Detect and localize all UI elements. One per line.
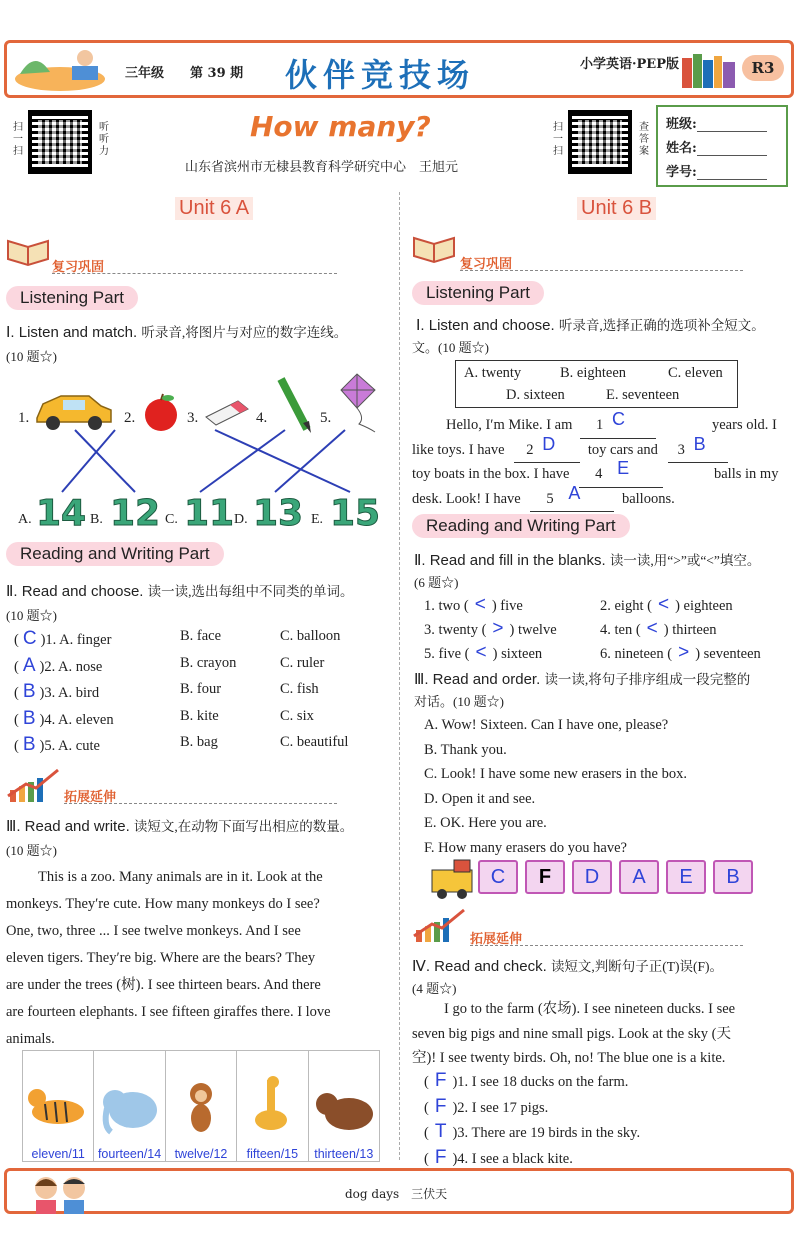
number-13: 13: [253, 493, 304, 534]
column-divider: [399, 192, 400, 1160]
qr-right-label: 扫一扫: [553, 122, 563, 157]
left-q3-passage: This is a zoo. Many animals are in it. Look at the monkeys. They′re cute. How many monkeys do I see? One, two, three ... I see twelve monkeys. And I see eleven tigers. They′re big. Where are the bears? They are under the trees (树). I see thirteen bears. And there are fourteen elephants. I see fifteen giraffes there. I love animals.: [6, 869, 331, 1047]
growth-chart-icon: [6, 768, 62, 804]
right-q3-count: 对话。(10 题☆): [414, 694, 504, 709]
bear-icon: [311, 1074, 377, 1144]
list-item: A. Wow! Sixteen. Can I have one, please?: [424, 717, 669, 733]
giraffe-icon: [239, 1074, 305, 1144]
left-q2-title: Ⅱ. Read and choose. 读一读,选出每组中不同类的单词。: [6, 583, 354, 600]
match-lines: [0, 420, 400, 495]
right-review-rule: [460, 270, 743, 271]
right-extend-tag: 拓展延伸: [470, 932, 523, 947]
right-listening-pill: Listening Part: [412, 281, 544, 305]
issue-label: 第 39 期: [190, 66, 244, 81]
right-q4-list: [424, 1069, 640, 1171]
list-item: ( C )1. A. finger B. face C. balloon: [14, 628, 341, 649]
train-car-6[interactable]: B: [713, 860, 753, 894]
train-car-4[interactable]: A: [619, 860, 659, 894]
left-q3-count: (10 题☆): [6, 843, 57, 858]
qr-code-answers[interactable]: [568, 110, 632, 174]
train-car-2[interactable]: F: [525, 860, 565, 894]
reading-kids-illustration: [10, 44, 115, 94]
left-q2-count: (10 题☆): [6, 608, 57, 623]
class-label: 班级:: [666, 117, 697, 132]
left-q1-title: Ⅰ. Listen and match. 听录音,将图片与对应的数字连线。: [6, 324, 348, 341]
num-label-c: C.: [165, 512, 178, 527]
list-item: 1. two ( < ) five: [424, 594, 523, 615]
left-extend-tag: 拓展延伸: [64, 790, 117, 805]
answer-giraffe[interactable]: fifteen/15: [246, 1147, 299, 1161]
list-item: 3. twenty ( > ) twelve: [424, 618, 557, 639]
train-car-3[interactable]: D: [572, 860, 612, 894]
option-box: A. twenty B. eighteen C. eleven D. sixteen E. seventeen: [455, 360, 738, 408]
bear-cell: [308, 1051, 379, 1162]
list-item: ( B )4. A. eleven B. kite C. six: [14, 707, 314, 729]
monkey-cell: [165, 1051, 236, 1162]
num-label-b: B.: [90, 512, 103, 527]
left-review-rule: [52, 273, 337, 274]
number-14: 14: [36, 493, 87, 534]
right-q2-count: (6 题☆): [414, 575, 459, 590]
right-q2-grid: [424, 594, 794, 666]
right-rw-pill: Reading and Writing Part: [412, 514, 630, 538]
id-label: 学号:: [666, 165, 697, 180]
left-extend-rule: [64, 803, 337, 804]
left-unit-title: Unit 6 A: [175, 197, 253, 220]
qr-left-label: 扫一扫: [13, 122, 23, 157]
grade-label: 三年级: [125, 66, 165, 81]
answer-tiger[interactable]: eleven/11: [31, 1147, 85, 1161]
book-icon: [6, 235, 50, 269]
qr-left-side-label: 听听力: [99, 122, 109, 157]
edition-badge: R3: [742, 55, 784, 81]
growth-chart-icon: [412, 908, 468, 944]
left-rw-pill: Reading and Writing Part: [6, 542, 224, 566]
pic-label-4: 4.: [256, 410, 268, 426]
right-q1-count: 文。(10 题☆): [412, 340, 489, 355]
right-q1-passage: Hello, I′m Mike. I am 1 C years old. I like toys. I have 2 D toy cars and 3 B toy boats in the box. I have 4 E balls in my desk. Look! I have 5 A balloons.: [412, 413, 794, 511]
list-item: 4. ten ( < ) thirteen: [600, 618, 717, 639]
right-q4-count: (4 题☆): [412, 981, 457, 996]
list-item: F. How many erasers do you have?: [424, 839, 627, 856]
right-extend-rule: [470, 945, 743, 946]
name-field[interactable]: [697, 142, 767, 156]
right-q3-sentences: [424, 713, 687, 860]
number-12: 12: [110, 493, 161, 534]
giraffe-cell: [237, 1051, 308, 1162]
list-item: 2. eight ( < ) eighteen: [600, 594, 733, 615]
train-engine-icon: [428, 856, 478, 900]
right-unit-title: Unit 6 B: [577, 197, 656, 220]
list-item: B. Thank you.: [424, 741, 507, 758]
id-field[interactable]: [697, 166, 767, 180]
tiger-icon: [25, 1074, 91, 1144]
right-review-tag: 复习巩固: [460, 257, 513, 272]
right-q4-title: Ⅳ. Read and check. 读短文,判断句子正(T)误(F)。: [412, 958, 724, 975]
elephant-cell: [94, 1051, 165, 1162]
left-listening-pill: Listening Part: [6, 286, 138, 310]
list-item: ( T )3. There are 19 birds in the sky.: [424, 1121, 641, 1142]
left-q3-title: Ⅲ. Read and write. 读短文,在动物下面写出相应的数量。: [6, 818, 354, 835]
monkey-icon: [168, 1074, 234, 1144]
list-item: ( A )2. A. nose B. crayon C. ruler: [14, 654, 325, 676]
right-q1-title: Ⅰ. Listen and choose. 听录音,选择正确的选项补全短文。: [416, 317, 765, 334]
answer-elephant[interactable]: fourteen/14: [97, 1147, 162, 1161]
number-11: 11: [184, 493, 235, 534]
class-field[interactable]: [697, 118, 767, 132]
qr-code-listening[interactable]: [28, 110, 92, 174]
num-label-a: A.: [18, 512, 32, 527]
left-review-tag: 复习巩固: [52, 260, 105, 275]
book-icon: [412, 232, 456, 266]
books-icon: [680, 50, 740, 92]
train-car-1[interactable]: C: [478, 860, 518, 894]
list-item: 5. five ( < ) sixteen: [424, 642, 543, 663]
answer-monkey[interactable]: twelve/12: [174, 1147, 228, 1161]
list-item: ( F )4. I see a black kite.: [424, 1146, 573, 1168]
right-q4-passage: I go to the farm (农场). I see nineteen ducks. I see seven big pigs and nine small pigs. Look at the sky (天 空)! I see twenty birds. Oh, no! The blue one is a kite.: [412, 1001, 736, 1066]
list-item: ( F )2. I see 17 pigs.: [424, 1095, 549, 1117]
tiger-cell: [23, 1051, 94, 1162]
page-title: How many?: [250, 110, 431, 143]
qr-right-side-label: 查答案: [639, 122, 649, 157]
left-q1-count: (10 题☆): [6, 349, 57, 364]
right-q3-title: Ⅲ. Read and order. 读一读,将句子排序组成一段完整的: [414, 671, 751, 688]
list-item: C. Look! I have some new erasers in the box.: [424, 766, 687, 782]
pic-label-1: 1.: [18, 410, 30, 426]
pic-label-2: 2.: [124, 410, 136, 426]
animal-answer-table: [22, 1050, 380, 1162]
list-item: ( F )1. I see 18 ducks on the farm.: [424, 1070, 629, 1091]
name-label: 姓名:: [666, 141, 697, 156]
right-q2-title: Ⅱ. Read and fill in the blanks. 读一读,用“>”或“<”填空。: [414, 552, 761, 569]
pic-label-5: 5.: [320, 410, 332, 426]
footer-caption: dog days 三伏天: [345, 1187, 448, 1201]
list-item: D. Open it and see.: [424, 790, 536, 807]
list-item: ( B )5. A. cute B. bag C. beautiful: [14, 734, 349, 755]
num-label-e: E.: [311, 512, 324, 527]
answer-bear[interactable]: thirteen/13: [314, 1147, 374, 1161]
edition-label: 小学英语·PEP版: [580, 57, 679, 72]
list-item: 6. nineteen ( > ) seventeen: [600, 642, 761, 663]
left-q2-list: [14, 628, 394, 761]
list-item: ( B )3. A. bird B. four C. fish: [14, 681, 319, 702]
author-line: 山东省滨州市无棣县教育科学研究中心 王旭元: [185, 160, 459, 175]
list-item: E. OK. Here you are.: [424, 815, 547, 831]
train-car-5[interactable]: E: [666, 860, 706, 894]
num-label-d: D.: [234, 512, 248, 527]
paper-title: 伙伴竞技场: [285, 56, 476, 94]
elephant-icon: [97, 1074, 163, 1144]
number-15: 15: [330, 493, 381, 534]
pic-label-3: 3.: [187, 410, 199, 426]
student-info-box: [656, 105, 788, 187]
kids-illustration: [28, 1172, 92, 1216]
